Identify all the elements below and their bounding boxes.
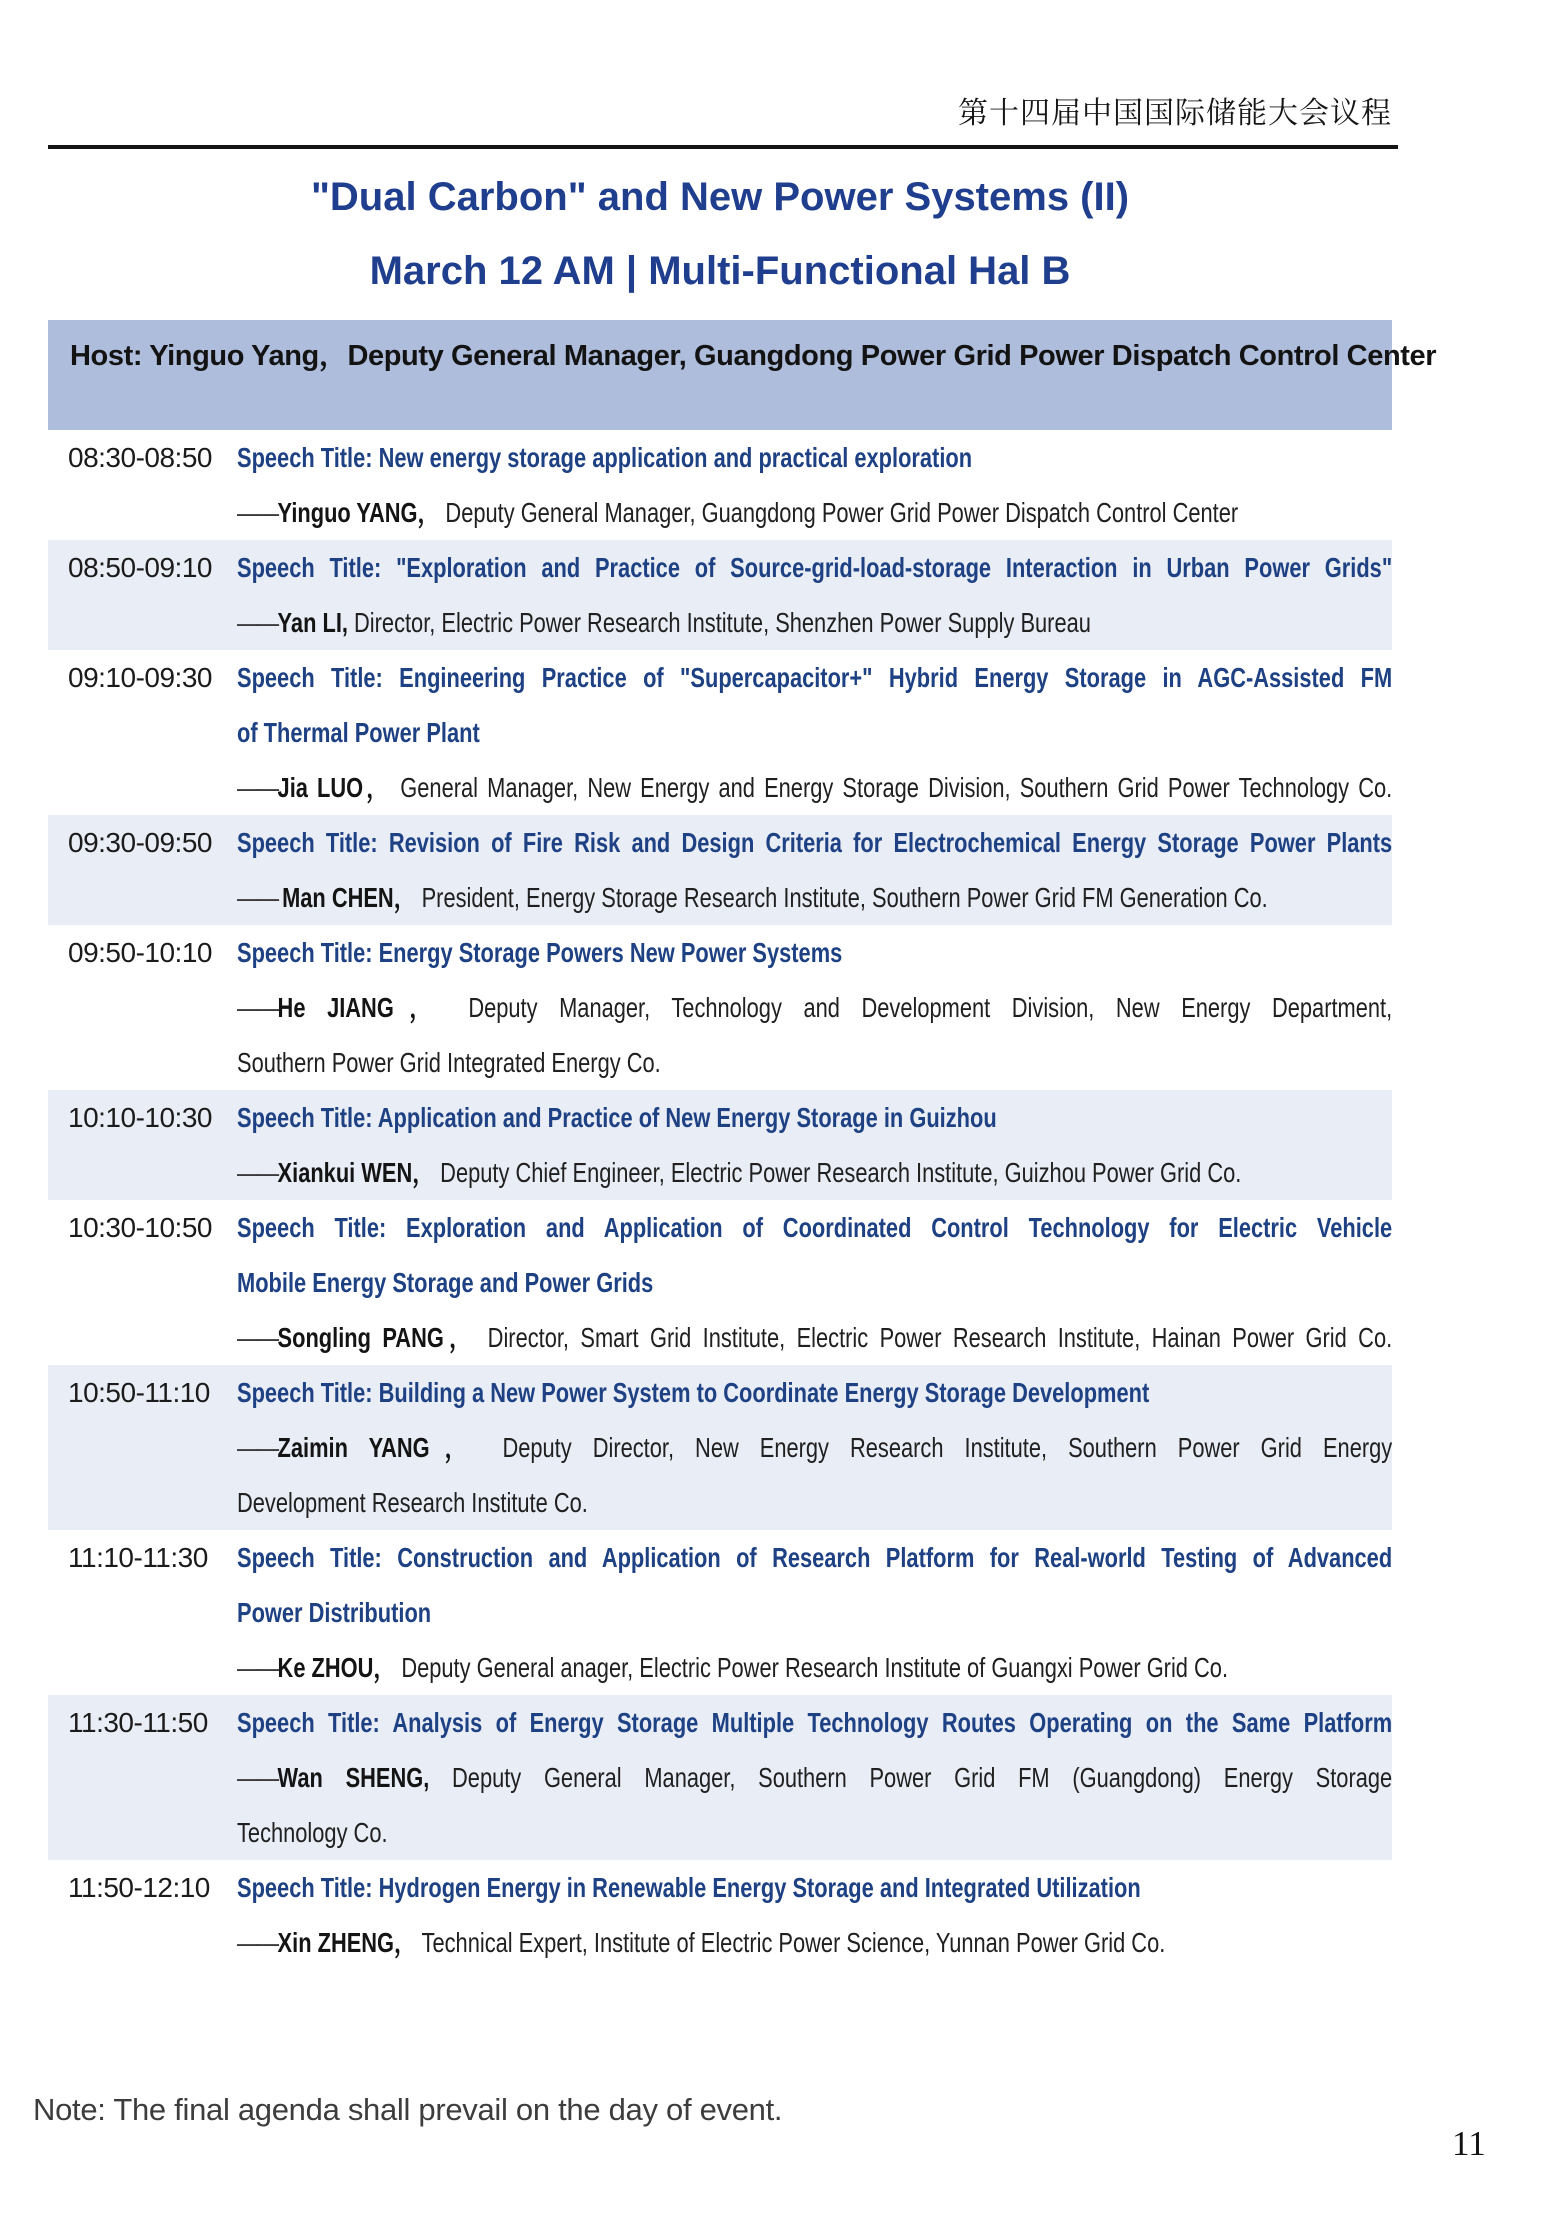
speaker-role: President, Energy Storage Research Institute, Southern Power Grid FM Generation Co. [415, 882, 1268, 913]
speaker-role: Technical Expert, Institute of Electric Power Science, Yunnan Power Grid Co. [415, 1927, 1166, 1958]
row-content [237, 1200, 1392, 1365]
time-slot: 10:30-10:50 [68, 1212, 212, 1243]
speaker-line [237, 1310, 1392, 1365]
speech-title: Speech Title: Building a New Power System to Coordinate Energy Storage Development [237, 1377, 1150, 1408]
em-dash: —— [237, 1927, 278, 1958]
em-dash: —— [237, 607, 278, 638]
speaker-line [237, 1750, 1392, 1805]
time-slot: 09:10-09:30 [68, 662, 212, 693]
speaker-name: Ke ZHOU， [277, 1652, 396, 1683]
speaker-role: Deputy General Manager, Southern Power Grid FM (Guangdong) Energy Storage [429, 1762, 1393, 1793]
row-content [237, 1530, 1392, 1695]
footer-note: Note: The final agenda shall prevail on the day of event. [33, 2092, 783, 2127]
time-slot: 11:50-12:10 [68, 1872, 210, 1903]
speaker-name: Man CHEN， [282, 882, 416, 913]
speaker-role: Deputy General anager, Electric Power Research Institute of Guangxi Power Grid Co. [395, 1652, 1229, 1683]
speaker-role: General Manager, New Energy and Energy Storage Division, Southern Grid Power Technology Co. [391, 772, 1393, 803]
schedule-table [48, 430, 1392, 1970]
row-content [237, 1090, 1392, 1200]
speaker-name: Wan SHENG, [277, 1762, 430, 1793]
speaker-line [237, 595, 1392, 650]
speaker-role: Director, Electric Power Research Institute, Shenzhen Power Supply Bureau [347, 607, 1091, 638]
speaker-role-continued: Southern Power Grid Integrated Energy Co. [237, 1047, 661, 1078]
speaker-line [237, 1145, 1392, 1200]
speaker-name: Xin ZHENG， [277, 1927, 416, 1958]
time-slot: 10:10-10:30 [68, 1102, 212, 1133]
agenda-row [48, 1365, 1392, 1530]
speech-title: Speech Title: Exploration and Application of Coordinated Control Technology for Electric Vehicle [237, 1212, 1393, 1243]
speaker-name: Yinguo YANG， [277, 497, 440, 528]
em-dash: —— [237, 772, 278, 803]
speaker-line [237, 1640, 1392, 1695]
speech-title: Mobile Energy Storage and Power Grids [237, 1267, 654, 1298]
speaker-name: Jia LUO， [277, 772, 392, 803]
agenda-row [48, 1695, 1392, 1860]
agenda-row [48, 1530, 1392, 1695]
row-content [237, 1365, 1392, 1530]
row-content [237, 1695, 1392, 1860]
speaker-line [237, 870, 1392, 925]
agenda-row [48, 650, 1392, 815]
row-content [237, 815, 1392, 925]
speech-title: Speech Title: Analysis of Energy Storage Multiple Technology Routes Operating on the Same Platform [237, 1707, 1393, 1738]
speaker-role: Deputy Manager, Technology and Development Division, New Energy Department, [446, 992, 1393, 1023]
row-content [237, 540, 1392, 650]
session-title: "Dual Carbon" and New Power Systems (II) [310, 175, 1130, 219]
speech-title: Speech Title: Engineering Practice of "Supercapacitor+" Hybrid Energy Storage in AGC-Assisted FM [237, 662, 1393, 693]
em-dash: —— [237, 1432, 278, 1463]
em-dash: —— [237, 882, 283, 913]
speaker-role: Deputy Chief Engineer, Electric Power Research Institute, Guizhou Power Grid Co. [434, 1157, 1242, 1188]
agenda-row [48, 1860, 1392, 1970]
em-dash: —— [237, 992, 278, 1023]
speech-title: of Thermal Power Plant [237, 717, 480, 748]
speech-title: Speech Title: New energy storage application and practical exploration [237, 442, 973, 473]
time-slot: 11:30-11:50 [68, 1707, 208, 1738]
speaker-name: Songling PANG， [277, 1322, 477, 1353]
speaker-name: He JIANG， [277, 992, 447, 1023]
time-slot: 11:10-11:30 [68, 1542, 208, 1573]
agenda-row [48, 925, 1392, 1090]
speech-title: Speech Title: Energy Storage Powers New Power Systems [237, 937, 843, 968]
row-content [237, 1860, 1392, 1970]
speech-title: Power Distribution [237, 1597, 432, 1628]
agenda-row [48, 540, 1392, 650]
speaker-role: Deputy Director, New Energy Research Institute, Southern Power Grid Energy [481, 1432, 1393, 1463]
speaker-line [237, 485, 1392, 540]
em-dash: —— [237, 497, 278, 528]
speaker-name: Xiankui WEN， [277, 1157, 435, 1188]
speaker-name: Zaimin YANG， [277, 1432, 482, 1463]
host-bar [48, 320, 1437, 430]
row-content [237, 650, 1392, 815]
host-line: Host: Yinguo Yang，Deputy General Manager, Guangdong Power Grid Power Dispatch Control Center [70, 340, 1437, 372]
agenda-row [48, 1090, 1392, 1200]
time-slot: 09:30-09:50 [68, 827, 212, 858]
speaker-name: Yan LI, [277, 607, 348, 638]
time-slot: 08:30-08:50 [68, 442, 212, 473]
agenda-row [48, 1200, 1392, 1365]
speaker-line [237, 1915, 1392, 1970]
speaker-role: Director, Smart Grid Institute, Electric Power Research Institute, Hainan Power Grid Co. [476, 1322, 1393, 1353]
speech-title: Speech Title: "Exploration and Practice of Source-grid-load-storage Interaction in Urban Power Grids" [237, 552, 1393, 583]
speaker-role-continued: Technology Co. [237, 1817, 388, 1848]
row-content [237, 925, 1392, 1090]
header-divider [48, 145, 1398, 149]
speech-title: Speech Title: Application and Practice of New Energy Storage in Guizhou [237, 1102, 997, 1133]
speech-title: Speech Title: Revision of Fire Risk and Design Criteria for Electrochemical Energy Storage Power Plants [237, 827, 1393, 858]
speaker-line [237, 1420, 1392, 1475]
time-slot: 09:50-10:10 [68, 937, 212, 968]
session-datetime-venue: March 12 AM | Multi-Functional Hal B [369, 249, 1071, 293]
row-content [237, 430, 1392, 540]
em-dash: —— [237, 1157, 278, 1188]
time-slot: 08:50-09:10 [68, 552, 212, 583]
speech-title: Speech Title: Hydrogen Energy in Renewable Energy Storage and Integrated Utilization [237, 1872, 1141, 1903]
conference-header-cn: 第十四届中国国际储能大会议程 [958, 97, 1392, 130]
speaker-role: Deputy General Manager, Guangdong Power Grid Power Dispatch Control Center [439, 497, 1239, 528]
agenda-row [48, 815, 1392, 925]
speech-title: Speech Title: Construction and Application of Research Platform for Real-world Testing of Advanced [237, 1542, 1393, 1573]
speaker-line [237, 980, 1392, 1035]
speaker-role-continued: Development Research Institute Co. [237, 1487, 588, 1518]
page-number: 11 [1452, 2124, 1486, 2163]
time-slot: 10:50-11:10 [68, 1377, 210, 1408]
em-dash: —— [237, 1322, 278, 1353]
agenda-row [48, 430, 1392, 540]
speaker-line [237, 760, 1392, 815]
em-dash: —— [237, 1652, 278, 1683]
em-dash: —— [237, 1762, 278, 1793]
